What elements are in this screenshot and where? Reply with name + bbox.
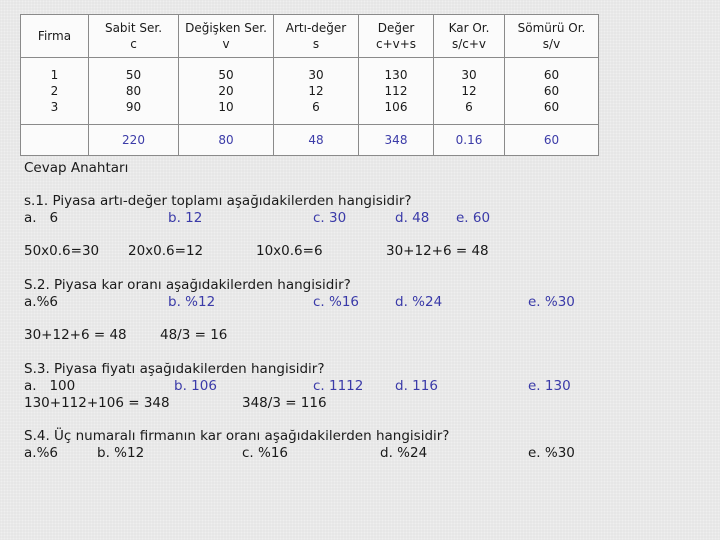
- q4-option-c: c. %16: [242, 445, 289, 461]
- header-degisken: Değişken Ser. v: [179, 15, 274, 58]
- q1-option-a: a. 6: [24, 210, 59, 226]
- q2-work-2: 48/3 = 16: [160, 327, 228, 343]
- q3-work-1: 130+112+106 = 348: [24, 395, 170, 411]
- q3-option-a: a. 100: [24, 378, 76, 394]
- q3-option-b: b. 106: [174, 378, 217, 394]
- q2-work-1: 30+12+6 = 48: [24, 327, 127, 343]
- cell-sabit: 50 80 90: [89, 58, 179, 125]
- q2-option-c: c. %16: [313, 294, 360, 310]
- answer-key-title: Cevap Anahtarı: [24, 160, 129, 176]
- firm-rows: [21, 58, 599, 125]
- cell-arti-deger: 30 12 6: [274, 58, 359, 125]
- total-deger: 348: [359, 125, 434, 156]
- total-kar-orani: 0.16: [434, 125, 505, 156]
- q1-work-1: 50x0.6=30: [24, 243, 100, 259]
- q1-work-4: 30+12+6 = 48: [386, 243, 489, 259]
- total-sabit: 220: [89, 125, 179, 156]
- total-degisken: 80: [179, 125, 274, 156]
- q1-work-2: 20x0.6=12: [128, 243, 204, 259]
- q1-option-c: c. 30: [313, 210, 347, 226]
- q1-option-b: b. 12: [168, 210, 203, 226]
- cell-deger: 130 112 106: [359, 58, 434, 125]
- q2-option-b: b. %12: [168, 294, 216, 310]
- q1-option-d: d. 48: [395, 210, 430, 226]
- q4-option-b: b. %12: [97, 445, 145, 461]
- header-kar-orani: Kar Or. s/c+v: [434, 15, 505, 58]
- q4-option-e: e. %30: [528, 445, 575, 461]
- q2-question: S.2. Piyasa kar oranı aşağıdakilerden hangisidir?: [24, 277, 351, 293]
- totals-row: [21, 125, 599, 156]
- q3-option-d: d. 116: [395, 378, 438, 394]
- q4-option-a: a.%6: [24, 445, 58, 461]
- header-arti-deger: Artı-değer s: [274, 15, 359, 58]
- header-row: [21, 15, 599, 58]
- q3-work-2: 348/3 = 116: [242, 395, 327, 411]
- q2-option-e: e. %30: [528, 294, 575, 310]
- q1-question: s.1. Piyasa artı-değer toplamı aşağıdakilerden hangisidir?: [24, 193, 412, 209]
- cell-degisken: 50 20 10: [179, 58, 274, 125]
- total-somuru-orani: 60: [505, 125, 599, 156]
- q2-option-a: a.%6: [24, 294, 58, 310]
- header-firma: Firma: [21, 15, 89, 58]
- header-deger: Değer c+v+s: [359, 15, 434, 58]
- q4-option-d: d. %24: [380, 445, 428, 461]
- value-table: [20, 14, 599, 156]
- total-firma: [21, 125, 89, 156]
- cell-firma: 1 2 3: [21, 58, 89, 125]
- header-sabit: Sabit Ser. c: [89, 15, 179, 58]
- q2-option-d: d. %24: [395, 294, 443, 310]
- q3-option-e: e. 130: [528, 378, 571, 394]
- cell-kar-orani: 30 12 6: [434, 58, 505, 125]
- total-arti-deger: 48: [274, 125, 359, 156]
- cell-somuru-orani: 60 60 60: [505, 58, 599, 125]
- q1-option-e: e. 60: [456, 210, 491, 226]
- q1-work-3: 10x0.6=6: [256, 243, 323, 259]
- header-somuru-orani: Sömürü Or. s/v: [505, 15, 599, 58]
- q4-question: S.4. Üç numaralı firmanın kar oranı aşağıdakilerden hangisidir?: [24, 428, 450, 444]
- q3-question: S.3. Piyasa fiyatı aşağıdakilerden hangisidir?: [24, 361, 325, 377]
- q3-option-c: c. 1112: [313, 378, 364, 394]
